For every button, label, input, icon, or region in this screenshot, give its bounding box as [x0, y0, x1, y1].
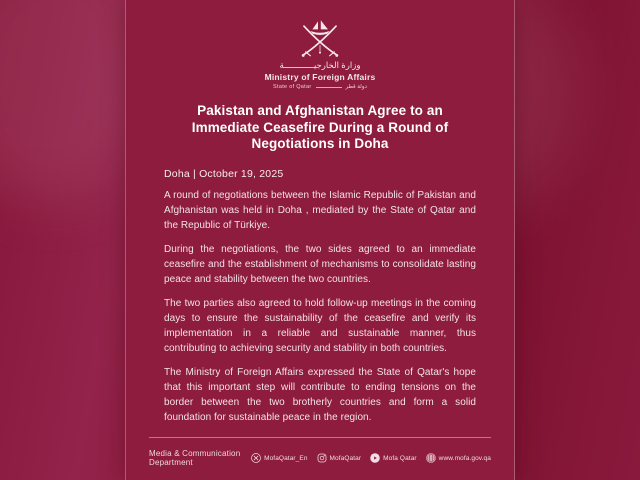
dateline: Doha | October 19, 2025 [164, 167, 284, 180]
logo-state-ar: دولة قطر [345, 84, 367, 90]
department-label: Media & Communication Department [149, 449, 241, 467]
social-label-youtube: Mofa Qatar [383, 454, 417, 462]
spacer [164, 425, 476, 438]
logo-state-line [273, 84, 367, 90]
youtube-icon [370, 453, 380, 463]
paragraph-1: A round of negotiations between the Islamic Republic of Pakistan and Afghanistan was held in Doha , mediated by the State of Qatar and the Republic of Türkiye. [164, 189, 476, 231]
logo-english-title: Ministry of Foreign Affairs [264, 72, 376, 82]
statement-headline: Pakistan and Afghanistan Agree to an Immediate Ceasefire During a Round of Negotiations in Doha [191, 103, 449, 151]
paragraph-2: During the negotiations, the two sides agreed to an immediate ceasefire and the establishment of mechanisms to consolidate lasting peace and stability between the two countries. [164, 243, 476, 285]
qatar-mofa-emblem-icon [296, 19, 344, 59]
mofa-logo [164, 19, 476, 90]
paragraph-3: The two parties also agreed to hold follow-up meetings in the coming days to ensure the sustainability of the ceasefire and verify its implementation in a reliable and sustainable manner, thus contributing to achieving security and stability in both countries. [164, 297, 476, 354]
x-twitter-icon [251, 453, 261, 463]
paragraph-4: The Ministry of Foreign Affairs expressed the State of Qatar's hope that this important step will contribute to ending tensions on the border between the two brotherly countries and form a solid foundation for sustainable peace in the region. [164, 366, 476, 423]
social-link-website[interactable] [426, 453, 491, 463]
social-link-instagram[interactable] [317, 453, 362, 463]
instagram-icon [317, 453, 327, 463]
social-link-x[interactable] [251, 453, 307, 463]
social-label-x: MofaQatar_En [264, 454, 308, 462]
social-links [251, 453, 491, 463]
social-link-youtube[interactable] [370, 453, 417, 463]
statement-card [125, 0, 515, 480]
footer [149, 449, 491, 467]
social-label-website: www.mofa.gov.qa [438, 454, 491, 462]
footer-divider [149, 437, 491, 438]
logo-arabic-title: وزارة الخارجيــــــــــــة [279, 60, 361, 70]
social-label-instagram: MofaQatar [329, 454, 362, 462]
globe-icon [426, 453, 436, 463]
logo-state-en: State of Qatar [273, 84, 312, 90]
logo-rule [316, 87, 342, 88]
